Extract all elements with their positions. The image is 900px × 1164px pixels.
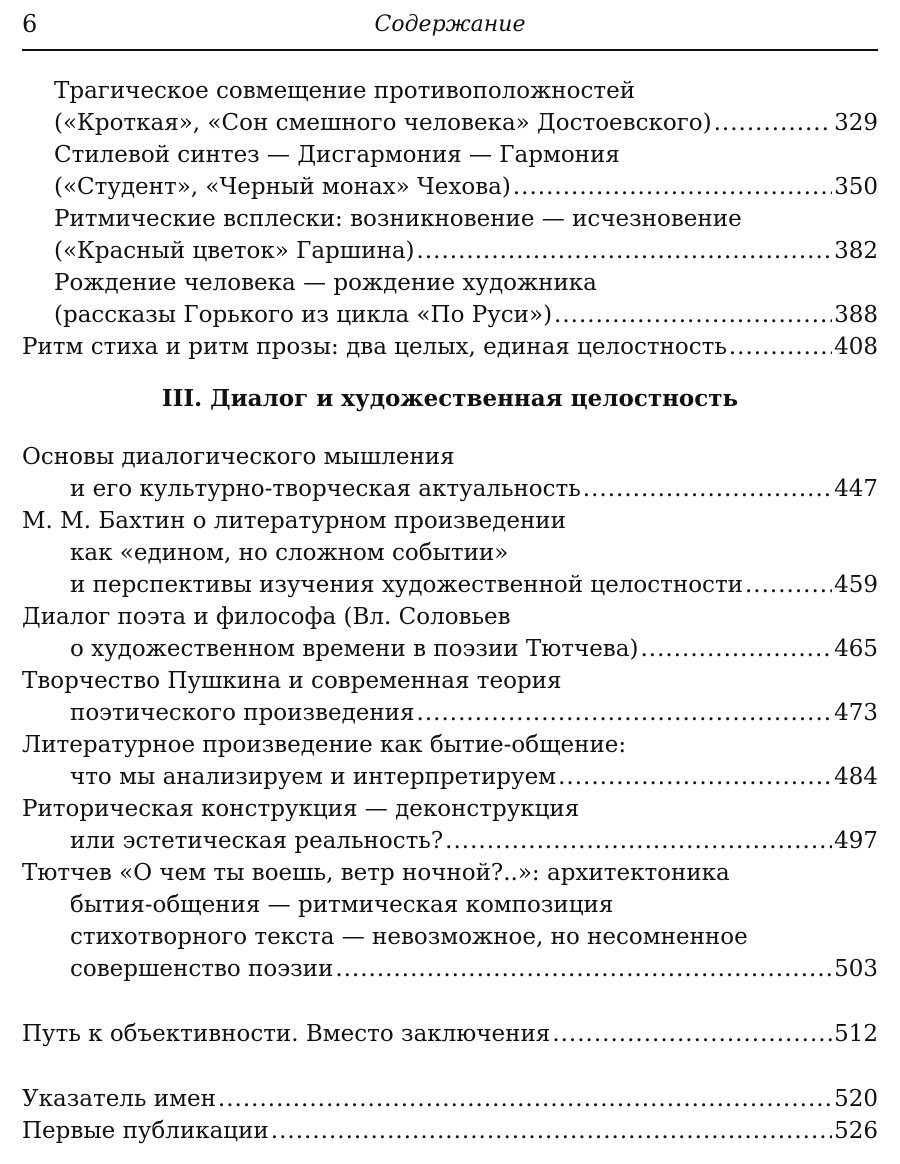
leader-dots	[513, 171, 832, 203]
leader-dots	[729, 331, 832, 363]
toc-entry-title-continuation: («Студент», «Черный монах» Чехова)	[54, 174, 511, 200]
toc-entry-publications[interactable]	[22, 1115, 878, 1147]
toc-entry[interactable]	[22, 267, 878, 331]
leader-dots	[640, 633, 832, 665]
toc-entry-title: М. М. Бахтин о литературном произведении	[22, 508, 566, 534]
toc-page-number: 503	[834, 956, 878, 982]
toc-entry[interactable]	[22, 75, 878, 139]
section-heading: III. Диалог и художественная целостность	[161, 385, 739, 412]
toc-entry[interactable]	[22, 793, 878, 857]
toc-entry[interactable]	[22, 139, 878, 203]
toc-entry[interactable]	[22, 729, 878, 793]
toc-page-number: 382	[834, 238, 878, 264]
toc-entry-title: Рождение человека — рождение художника	[54, 270, 597, 296]
toc-entry-title-continuation: что мы анализируем и интерпретируем	[70, 764, 557, 790]
leader-dots	[271, 1115, 832, 1147]
toc-entry-title-continuation: (рассказы Горького из цикла «По Руси»)	[54, 302, 553, 328]
leader-dots	[218, 1083, 832, 1115]
toc-page-number: 497	[834, 828, 878, 854]
toc-entry-title-continuation: и его культурно-творческая актуальность	[70, 476, 581, 502]
toc-entry[interactable]	[22, 203, 878, 267]
leader-dots	[417, 235, 833, 267]
toc-entry-title-continuation: совершенство поэзии	[70, 956, 334, 982]
toc-entry-title-continuation: поэтического произведения	[70, 700, 415, 726]
toc-entry-title: Риторическая конструкция — деконструкция	[22, 796, 580, 822]
toc-page-number: 465	[834, 636, 878, 662]
toc-entry-index[interactable]	[22, 1083, 878, 1115]
toc-entry-title-continuation: как «едином, но сложном событии»	[70, 540, 509, 566]
leader-dots	[445, 825, 832, 857]
toc-entry[interactable]	[22, 857, 878, 985]
toc-entry-title: Творчество Пушкина и современная теория	[22, 668, 562, 694]
toc-page-number: 350	[834, 174, 878, 200]
toc-entry-title-continuation: («Красный цветок» Гаршина)	[54, 238, 415, 264]
toc-entry[interactable]	[22, 505, 878, 601]
toc-entry-title: Ритмические всплески: возникновение — исчезновение	[54, 206, 742, 232]
toc-entry-title: Ритм стиха и ритм прозы: два целых, единая целостность	[22, 334, 727, 360]
toc-entry-title: Стилевой синтез — Дисгармония — Гармония	[54, 142, 620, 168]
toc-entry-title: Основы диалогического мышления	[22, 444, 455, 470]
toc-entry-title-continuation: бытия-общения — ритмическая композиция	[70, 892, 614, 918]
toc-page-number: 512	[834, 1021, 878, 1047]
toc-entry[interactable]	[22, 665, 878, 729]
toc-page-number: 484	[834, 764, 878, 790]
toc-entry-title: Тютчев «О чем ты воешь, ветр ночной?..»: архитектоника	[22, 860, 730, 886]
toc-entry-title-continuation: о художественном времени в поэзии Тютчева)	[70, 636, 639, 662]
toc-entry[interactable]	[22, 441, 878, 505]
leader-dots	[558, 761, 832, 793]
toc-group-rhythm	[22, 75, 878, 363]
toc-entry-title: Трагическое совмещение противоположностей	[54, 78, 636, 104]
toc-page-number: 459	[834, 572, 878, 598]
toc-entry-title-continuation: («Кроткая», «Сон смешного человека» Достоевского)	[54, 110, 712, 136]
toc-entry-title-continuation: и перспективы изучения художественной целостности	[70, 572, 743, 598]
toc-entry-title: Первые публикации	[22, 1118, 269, 1144]
leader-dots	[417, 697, 833, 729]
page-number: 6	[22, 10, 38, 38]
toc-entry-title: Указатель имен	[22, 1086, 216, 1112]
leader-dots	[583, 473, 832, 505]
leader-dots	[745, 569, 832, 601]
toc-entry-title: Диалог поэта и философа (Вл. Соловьев	[22, 604, 511, 630]
table-of-contents	[22, 75, 878, 1147]
toc-entry-title: Литературное произведение как бытие-общение:	[22, 732, 627, 758]
toc-page-number: 526	[834, 1118, 878, 1144]
toc-entry-title: Путь к объективности. Вместо заключения	[22, 1021, 551, 1047]
toc-page-number: 447	[834, 476, 878, 502]
leader-dots	[714, 107, 833, 139]
toc-page-number: 329	[834, 110, 878, 136]
toc-page-number: 388	[834, 302, 878, 328]
page-header	[22, 0, 878, 51]
toc-page-number: 520	[834, 1086, 878, 1112]
leader-dots	[554, 299, 832, 331]
toc-entry[interactable]	[22, 601, 878, 665]
toc-entry[interactable]	[22, 331, 878, 363]
toc-page-number: 473	[834, 700, 878, 726]
running-title: Содержание	[374, 12, 526, 37]
toc-entry-conclusion[interactable]	[22, 1018, 878, 1050]
toc-entry-title-continuation: стихотворного текста — невозможное, но несомненное	[70, 924, 748, 950]
toc-page-number: 408	[834, 334, 878, 360]
leader-dots	[335, 953, 832, 985]
toc-group-dialogue	[22, 441, 878, 985]
leader-dots	[552, 1018, 832, 1050]
toc-entry-title-continuation: или эстетическая реальность?	[70, 828, 444, 854]
